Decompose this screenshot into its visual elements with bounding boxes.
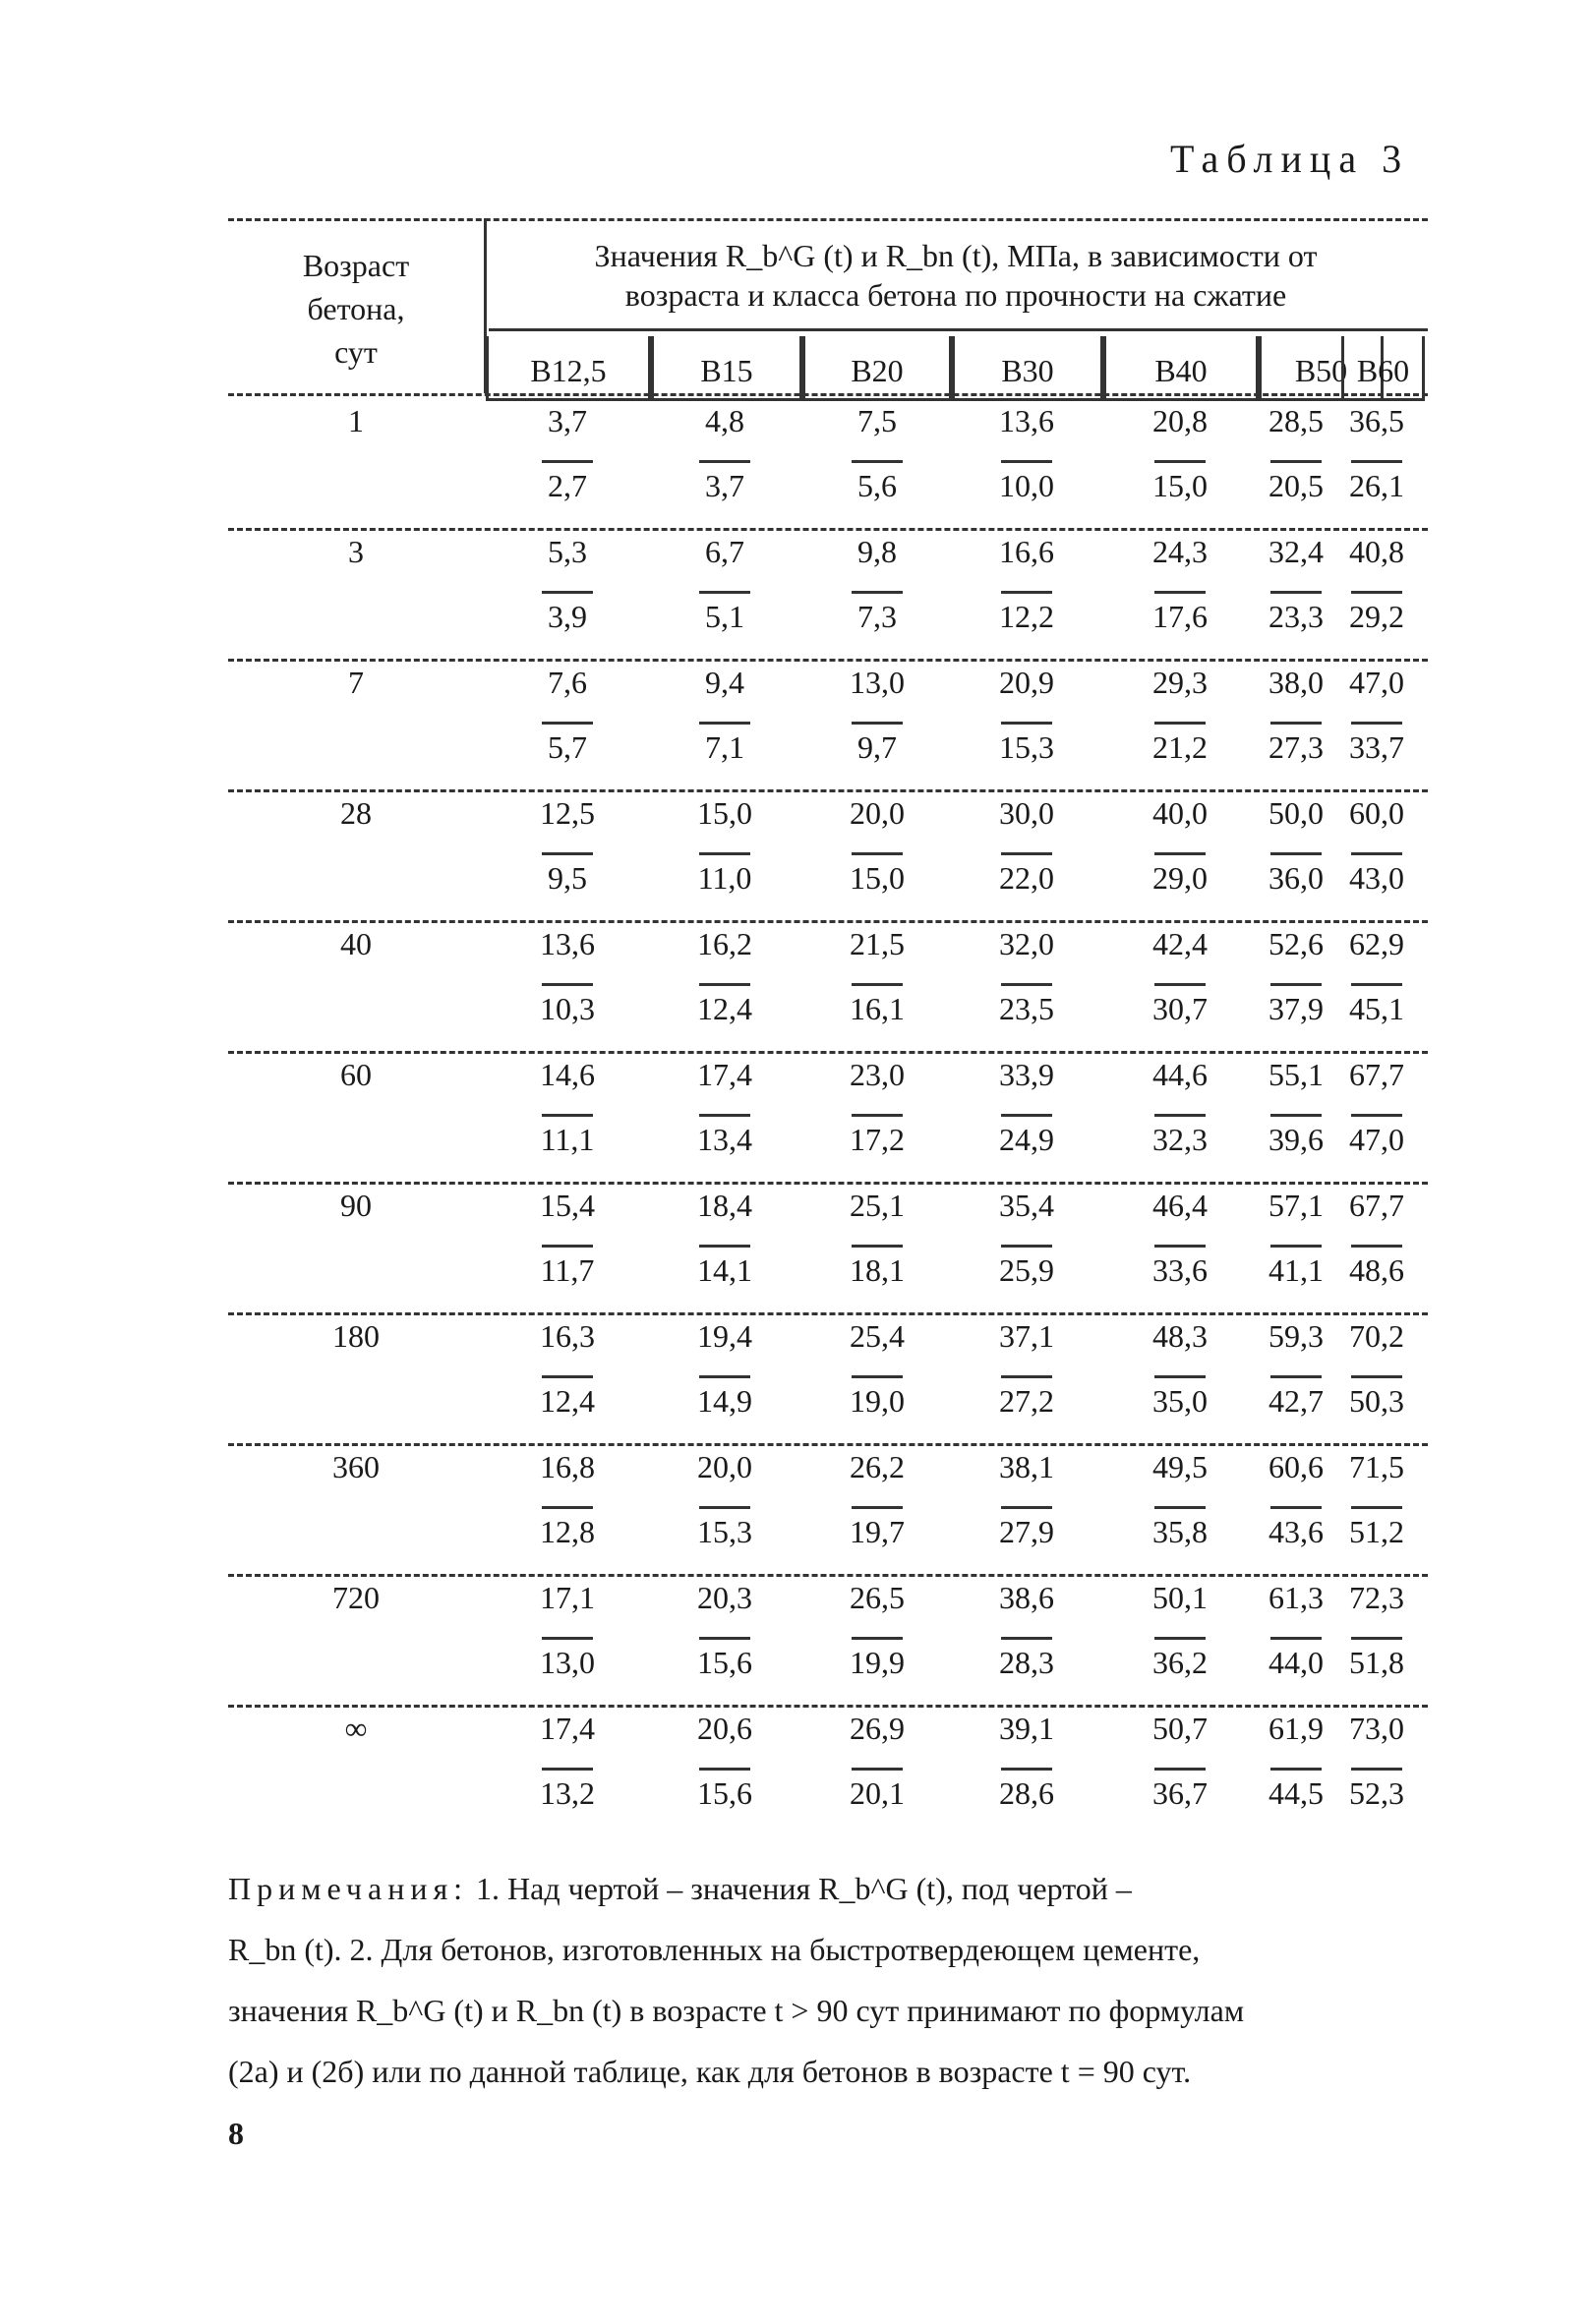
fraction-line [852, 1506, 903, 1509]
value-below-line: 13,0 [540, 1645, 595, 1680]
value-above-line: 32,0 [999, 926, 1054, 961]
fraction-line [1154, 1245, 1206, 1248]
value-below-line: 13,2 [540, 1775, 595, 1811]
value-below-line: 35,8 [1152, 1514, 1208, 1549]
fraction-line [699, 1114, 750, 1117]
fraction-line [1270, 1768, 1322, 1771]
value-above-line: 40,0 [1152, 795, 1208, 831]
fraction-line [542, 852, 593, 855]
row-separator [228, 1182, 1428, 1185]
value-below-line: 19,9 [850, 1645, 905, 1680]
fraction-line [852, 591, 903, 594]
value-above-line: 67,7 [1349, 1057, 1404, 1092]
value-below-line: 51,2 [1349, 1514, 1404, 1549]
value-below-line: 50,3 [1349, 1383, 1404, 1419]
value-below-line: 14,1 [697, 1252, 752, 1288]
age-cell: 28 [340, 795, 372, 831]
fraction-line [1001, 591, 1052, 594]
fraction-line [1001, 460, 1052, 463]
value-above-line: 48,3 [1152, 1318, 1208, 1354]
value-below-line: 3,7 [705, 468, 744, 503]
age-cell: 40 [340, 926, 372, 961]
value-below-line: 41,1 [1268, 1252, 1324, 1288]
fraction-line [852, 722, 903, 725]
fraction-line [699, 1245, 750, 1248]
fraction-line [1351, 1637, 1402, 1640]
fraction-line [1001, 1768, 1052, 1771]
value-above-line: 7,6 [548, 665, 587, 700]
value-above-line: 26,9 [850, 1711, 905, 1746]
value-above-line: 47,0 [1349, 665, 1404, 700]
value-above-line: 20,0 [850, 795, 905, 831]
value-below-line: 17,2 [850, 1122, 905, 1157]
values-header-line1: Значения R_b^G (t) и R_bn (t), МПа, в зависимости от [594, 238, 1318, 273]
fraction-line [1154, 1637, 1206, 1640]
value-below-line: 12,2 [999, 599, 1054, 634]
value-above-line: 4,8 [705, 403, 744, 438]
value-below-line: 42,7 [1268, 1383, 1324, 1419]
value-below-line: 13,4 [697, 1122, 752, 1157]
value-below-line: 18,1 [850, 1252, 905, 1288]
fraction-line [1154, 722, 1206, 725]
value-below-line: 27,9 [999, 1514, 1054, 1549]
fraction-line [1154, 1768, 1206, 1771]
value-above-line: 18,4 [697, 1188, 752, 1223]
value-below-line: 52,3 [1349, 1775, 1404, 1811]
value-above-line: 38,0 [1268, 665, 1324, 700]
fraction-line [699, 983, 750, 986]
value-above-line: 21,5 [850, 926, 905, 961]
value-above-line: 70,2 [1349, 1318, 1404, 1354]
row-separator [228, 1574, 1428, 1577]
fraction-line [699, 460, 750, 463]
value-above-line: 46,4 [1152, 1188, 1208, 1223]
fraction-line [542, 460, 593, 463]
table-notes [228, 1858, 1428, 2102]
value-below-line: 15,3 [697, 1514, 752, 1549]
value-below-line: 25,9 [999, 1252, 1054, 1288]
fraction-line [542, 1506, 593, 1509]
value-above-line: 20,0 [697, 1449, 752, 1484]
value-below-line: 7,1 [705, 729, 744, 765]
value-below-line: 44,5 [1268, 1775, 1324, 1811]
fraction-line [1154, 1114, 1206, 1117]
notes-line4: (2а) и (2б) или по данной таблице, как для бетонов в возрасте t = 90 сут. [228, 2054, 1192, 2089]
page-number: 8 [228, 2116, 244, 2151]
row-separator [228, 1051, 1428, 1054]
fraction-line [1270, 460, 1322, 463]
value-below-line: 19,7 [850, 1514, 905, 1549]
value-above-line: 50,1 [1152, 1580, 1208, 1615]
value-above-line: 20,3 [697, 1580, 752, 1615]
fraction-line [542, 1637, 593, 1640]
fraction-line [852, 1245, 903, 1248]
fraction-line [852, 983, 903, 986]
table-top-rule [228, 218, 1428, 221]
values-header-line2: возраста и класса бетона по прочности на сжатие [624, 277, 1287, 313]
value-below-line: 30,7 [1152, 991, 1208, 1026]
fraction-line [1351, 1768, 1402, 1771]
value-above-line: 5,3 [548, 534, 587, 569]
value-above-line: 16,6 [999, 534, 1054, 569]
value-above-line: 59,3 [1268, 1318, 1324, 1354]
fraction-line [852, 1114, 903, 1117]
row-separator [228, 528, 1428, 531]
value-below-line: 15,0 [1152, 468, 1208, 503]
fraction-line [852, 1768, 903, 1771]
value-below-line: 15,6 [697, 1775, 752, 1811]
value-below-line: 29,2 [1349, 599, 1404, 634]
value-below-line: 15,6 [697, 1645, 752, 1680]
fraction-line [1154, 1375, 1206, 1378]
fraction-line [699, 852, 750, 855]
value-above-line: 9,4 [705, 665, 744, 700]
fraction-line [1351, 460, 1402, 463]
row-separator [228, 1312, 1428, 1315]
value-below-line: 36,7 [1152, 1775, 1208, 1811]
values-column-header [489, 236, 1423, 315]
value-above-line: 50,7 [1152, 1711, 1208, 1746]
value-above-line: 20,9 [999, 665, 1054, 700]
value-below-line: 10,0 [999, 468, 1054, 503]
value-below-line: 12,8 [540, 1514, 595, 1549]
value-above-line: 42,4 [1152, 926, 1208, 961]
fraction-line [1351, 1114, 1402, 1117]
fraction-line [1001, 1637, 1052, 1640]
fraction-line [852, 1637, 903, 1640]
value-below-line: 12,4 [697, 991, 752, 1026]
value-below-line: 11,7 [540, 1252, 595, 1288]
value-above-line: 16,2 [697, 926, 752, 961]
value-below-line: 5,1 [705, 599, 744, 634]
fraction-line [1001, 1375, 1052, 1378]
value-below-line: 2,7 [548, 468, 587, 503]
value-above-line: 60,0 [1349, 795, 1404, 831]
fraction-line [699, 722, 750, 725]
value-below-line: 23,3 [1268, 599, 1324, 634]
value-below-line: 3,9 [548, 599, 587, 634]
value-above-line: 25,4 [850, 1318, 905, 1354]
value-below-line: 48,6 [1349, 1252, 1404, 1288]
value-above-line: 61,3 [1268, 1580, 1324, 1615]
fraction-line [1270, 1114, 1322, 1117]
fraction-line [699, 591, 750, 594]
value-above-line: 38,6 [999, 1580, 1054, 1615]
fraction-line [699, 1375, 750, 1378]
fraction-line [1154, 852, 1206, 855]
value-above-line: 16,3 [540, 1318, 595, 1354]
fraction-line [1270, 1506, 1322, 1509]
age-cell: 3 [348, 534, 364, 569]
age-cell: 180 [332, 1318, 380, 1354]
value-below-line: 10,3 [540, 991, 595, 1026]
value-above-line: 15,0 [697, 795, 752, 831]
row-separator [228, 1705, 1428, 1708]
fraction-line [852, 1375, 903, 1378]
value-above-line: 20,6 [697, 1711, 752, 1746]
fraction-line [1001, 852, 1052, 855]
value-above-line: 13,6 [999, 403, 1054, 438]
fraction-line [1351, 722, 1402, 725]
value-above-line: 52,6 [1268, 926, 1324, 961]
fraction-line [1270, 591, 1322, 594]
value-below-line: 23,5 [999, 991, 1054, 1026]
fraction-line [1351, 1245, 1402, 1248]
value-above-line: 61,9 [1268, 1711, 1324, 1746]
value-above-line: 24,3 [1152, 534, 1208, 569]
age-cell: 60 [340, 1057, 372, 1092]
age-cell: ∞ [344, 1711, 368, 1746]
value-above-line: 35,4 [999, 1188, 1054, 1223]
value-above-line: 38,1 [999, 1449, 1054, 1484]
notes-line3: значения R_b^G (t) и R_bn (t) в возрасте t > 90 сут принимают по формулам [228, 1993, 1245, 2028]
value-below-line: 12,4 [540, 1383, 595, 1419]
value-above-line: 17,1 [540, 1580, 595, 1615]
fraction-line [1270, 1245, 1322, 1248]
table-title: Таблица 3 [1170, 137, 1410, 181]
age-header-line3: сут [334, 334, 378, 370]
value-above-line: 15,4 [540, 1188, 595, 1223]
class-header-label: В60 [1356, 353, 1410, 388]
row-separator [228, 920, 1428, 923]
value-above-line: 25,1 [850, 1188, 905, 1223]
class-header-label: В30 [1001, 353, 1054, 388]
value-above-line: 16,8 [540, 1449, 595, 1484]
fraction-line [1154, 591, 1206, 594]
value-below-line: 35,0 [1152, 1383, 1208, 1419]
notes-caption: Примечания: [228, 1871, 469, 1906]
class-header-label: В50 [1294, 353, 1348, 388]
fraction-line [1154, 460, 1206, 463]
class-header-rule [489, 328, 1428, 331]
row-separator [228, 789, 1428, 792]
age-cell: 360 [332, 1449, 380, 1484]
value-below-line: 36,0 [1268, 860, 1324, 896]
fraction-line [1270, 852, 1322, 855]
value-above-line: 50,0 [1268, 795, 1324, 831]
value-above-line: 32,4 [1268, 534, 1324, 569]
fraction-line [852, 852, 903, 855]
value-below-line: 29,0 [1152, 860, 1208, 896]
fraction-line [699, 1768, 750, 1771]
fraction-line [542, 1375, 593, 1378]
fraction-line [1154, 1506, 1206, 1509]
value-below-line: 21,2 [1152, 729, 1208, 765]
fraction-line [699, 1506, 750, 1509]
value-above-line: 14,6 [540, 1057, 595, 1092]
age-column-header [228, 244, 484, 374]
value-above-line: 33,9 [999, 1057, 1054, 1092]
value-below-line: 11,0 [697, 860, 752, 896]
value-below-line: 27,3 [1268, 729, 1324, 765]
header-bottom-rule [228, 393, 1428, 396]
value-above-line: 17,4 [697, 1057, 752, 1092]
age-cell: 90 [340, 1188, 372, 1223]
value-below-line: 20,5 [1268, 468, 1324, 503]
fraction-line [542, 983, 593, 986]
value-below-line: 51,8 [1349, 1645, 1404, 1680]
value-above-line: 7,5 [857, 403, 897, 438]
fraction-line [1351, 1506, 1402, 1509]
fraction-line [1270, 1637, 1322, 1640]
value-below-line: 5,6 [857, 468, 897, 503]
value-above-line: 57,1 [1268, 1188, 1324, 1223]
value-below-line: 14,9 [697, 1383, 752, 1419]
fraction-line [1351, 852, 1402, 855]
class-header-label: В15 [700, 353, 753, 388]
fraction-line [1001, 1114, 1052, 1117]
fraction-line [1351, 591, 1402, 594]
value-above-line: 26,5 [850, 1580, 905, 1615]
value-above-line: 23,0 [850, 1057, 905, 1092]
value-below-line: 28,6 [999, 1775, 1054, 1811]
value-below-line: 45,1 [1349, 991, 1404, 1026]
fraction-line [1270, 722, 1322, 725]
value-above-line: 26,2 [850, 1449, 905, 1484]
fraction-line [852, 460, 903, 463]
value-below-line: 15,3 [999, 729, 1054, 765]
fraction-line [1270, 983, 1322, 986]
value-below-line: 5,7 [548, 729, 587, 765]
value-below-line: 39,6 [1268, 1122, 1324, 1157]
value-below-line: 7,3 [857, 599, 897, 634]
value-above-line: 29,3 [1152, 665, 1208, 700]
value-above-line: 71,5 [1349, 1449, 1404, 1484]
fraction-line [1351, 1375, 1402, 1378]
value-above-line: 13,6 [540, 926, 595, 961]
value-below-line: 27,2 [999, 1383, 1054, 1419]
fraction-line [1001, 1506, 1052, 1509]
value-above-line: 3,7 [548, 403, 587, 438]
value-below-line: 43,6 [1268, 1514, 1324, 1549]
value-below-line: 24,9 [999, 1122, 1054, 1157]
value-above-line: 73,0 [1349, 1711, 1404, 1746]
value-above-line: 30,0 [999, 795, 1054, 831]
value-below-line: 9,5 [548, 860, 587, 896]
value-above-line: 6,7 [705, 534, 744, 569]
value-below-line: 9,7 [857, 729, 897, 765]
notes-line1: 1. Над чертой – значения R_b^G (t), под чертой – [476, 1871, 1132, 1906]
value-below-line: 17,6 [1152, 599, 1208, 634]
value-above-line: 13,0 [850, 665, 905, 700]
row-separator [228, 659, 1428, 662]
value-above-line: 36,5 [1349, 403, 1404, 438]
value-above-line: 55,1 [1268, 1057, 1324, 1092]
class-header-label: В12,5 [530, 353, 607, 388]
fraction-line [542, 1245, 593, 1248]
value-above-line: 40,8 [1349, 534, 1404, 569]
fraction-line [1001, 983, 1052, 986]
fraction-line [1270, 1375, 1322, 1378]
value-below-line: 37,9 [1268, 991, 1324, 1026]
row-separator [228, 1443, 1428, 1446]
value-below-line: 28,3 [999, 1645, 1054, 1680]
class-header-label: В40 [1154, 353, 1208, 388]
value-above-line: 12,5 [540, 795, 595, 831]
fraction-line [542, 591, 593, 594]
value-below-line: 47,0 [1349, 1122, 1404, 1157]
value-above-line: 37,1 [999, 1318, 1054, 1354]
value-above-line: 19,4 [697, 1318, 752, 1354]
fraction-line [542, 1114, 593, 1117]
value-above-line: 17,4 [540, 1711, 595, 1746]
class-header-label: В20 [851, 353, 904, 388]
age-cell: 720 [332, 1580, 380, 1615]
value-above-line: 39,1 [999, 1711, 1054, 1746]
value-below-line: 20,1 [850, 1775, 905, 1811]
value-above-line: 62,9 [1349, 926, 1404, 961]
value-below-line: 22,0 [999, 860, 1054, 896]
value-below-line: 33,7 [1349, 729, 1404, 765]
value-below-line: 11,1 [540, 1122, 595, 1157]
value-below-line: 16,1 [850, 991, 905, 1026]
value-above-line: 72,3 [1349, 1580, 1404, 1615]
value-above-line: 67,7 [1349, 1188, 1404, 1223]
fraction-line [542, 1768, 593, 1771]
value-below-line: 44,0 [1268, 1645, 1324, 1680]
notes-line2: R_bn (t). 2. Для бетонов, изготовленных на быстротвердеющем цементе, [228, 1932, 1201, 1967]
value-below-line: 32,3 [1152, 1122, 1208, 1157]
value-below-line: 43,0 [1349, 860, 1404, 896]
value-below-line: 26,1 [1349, 468, 1404, 503]
fraction-line [542, 722, 593, 725]
fraction-line [1001, 722, 1052, 725]
value-above-line: 20,8 [1152, 403, 1208, 438]
age-header-line1: Возраст [302, 248, 410, 283]
value-above-line: 9,8 [857, 534, 897, 569]
fraction-line [1154, 983, 1206, 986]
age-cell: 7 [348, 665, 364, 700]
age-header-line2: бетона, [307, 291, 405, 326]
value-below-line: 36,2 [1152, 1645, 1208, 1680]
fraction-line [1001, 1245, 1052, 1248]
fraction-line [699, 1637, 750, 1640]
value-above-line: 49,5 [1152, 1449, 1208, 1484]
fraction-line [1351, 983, 1402, 986]
value-below-line: 19,0 [850, 1383, 905, 1419]
value-below-line: 33,6 [1152, 1252, 1208, 1288]
value-below-line: 15,0 [850, 860, 905, 896]
value-above-line: 28,5 [1268, 403, 1324, 438]
value-above-line: 44,6 [1152, 1057, 1208, 1092]
age-cell: 1 [348, 403, 364, 438]
value-above-line: 60,6 [1268, 1449, 1324, 1484]
